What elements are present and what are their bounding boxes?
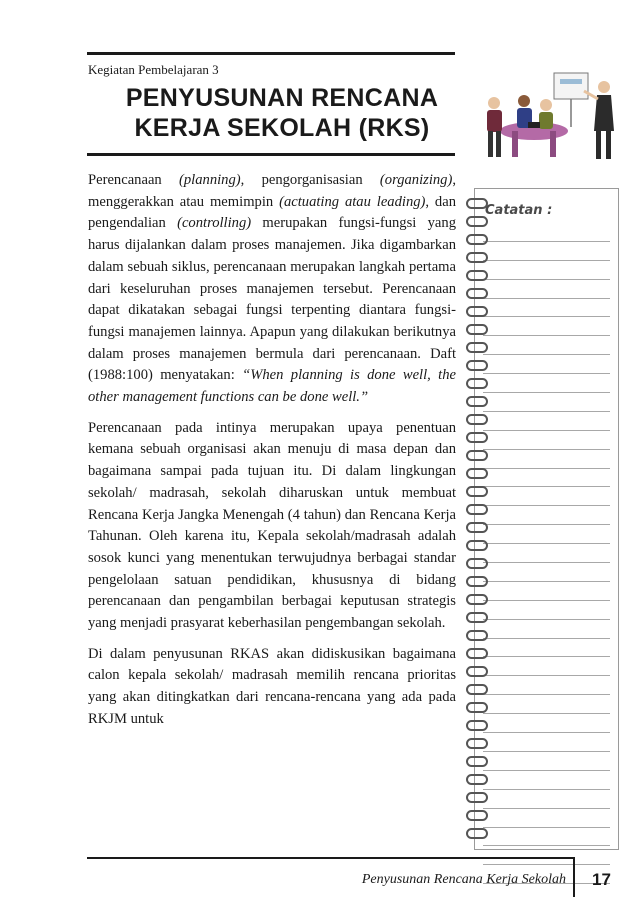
note-line	[483, 374, 610, 393]
spiral-ring	[466, 828, 488, 839]
note-line	[483, 469, 610, 488]
header-top-rule	[87, 52, 455, 55]
note-line	[483, 242, 610, 261]
meeting-illustration	[472, 65, 622, 170]
body-text	[88, 170, 456, 740]
notes-label: Catatan :	[485, 203, 553, 218]
spiral-ring	[466, 198, 488, 209]
page-number: 17	[592, 870, 611, 889]
note-line	[483, 828, 610, 847]
p1-text: merupakan fungsi-fungsi yang harus dijalankan dalam proses manajemen. Jika digambarkan dalam sebuah siklus, perencanaan merupakan langkah pertama dari keseluruhan proses manajemen tersebut. Perencanaan dapat dikatakan sebagai fungsi terpenting diantara fungsi-fungsi manajemen lainnya. Apapun yang dilakukan berikutnya dalam proses manajemen bermula dari perencanaan. Daft (1988:100) menyatakan:	[88, 215, 456, 384]
note-line	[483, 676, 610, 695]
note-line	[483, 752, 610, 771]
note-line	[483, 299, 610, 318]
note-line	[483, 487, 610, 506]
spiral-ring	[466, 576, 488, 587]
note-line	[483, 657, 610, 676]
spiral-ring	[466, 702, 488, 713]
spiral-ring	[466, 630, 488, 641]
note-line	[483, 506, 610, 525]
spiral-ring	[466, 810, 488, 821]
spiral-ring	[466, 306, 488, 317]
p1-text: , pengorganisasian	[240, 172, 380, 188]
p1-text: Perencanaan	[88, 172, 180, 188]
page-title-line-2: KERJA SEKOLAH (RKS)	[134, 114, 430, 142]
p1-quote: “When planning is done well, the other management functions can be done well.”	[88, 367, 456, 406]
spiral-ring	[466, 540, 488, 551]
spiral-ring	[466, 648, 488, 659]
spiral-ring	[466, 288, 488, 299]
note-line	[483, 431, 610, 450]
note-line	[483, 601, 610, 620]
header-bottom-rule	[87, 153, 455, 156]
note-line	[483, 525, 610, 544]
p1-term-controlling: (controlling)	[177, 215, 252, 232]
p1-term-planning: (planning)	[179, 172, 241, 188]
p1-term-organizing: (organizing)	[379, 172, 453, 188]
spiral-ring	[466, 504, 488, 515]
spiral-ring	[466, 432, 488, 443]
p1-text: , dan pengendalian	[88, 193, 457, 232]
note-line	[483, 261, 610, 280]
note-line	[483, 355, 610, 374]
spiral-ring	[466, 450, 488, 461]
note-line	[483, 223, 610, 242]
spiral-ring	[466, 558, 488, 569]
spiral-ring	[466, 378, 488, 389]
note-line	[483, 336, 610, 355]
spiral-ring	[466, 252, 488, 263]
footer-divider	[573, 857, 575, 897]
note-line	[483, 544, 610, 563]
spiral-ring	[466, 324, 488, 335]
spiral-ring	[466, 342, 488, 353]
spiral-ring	[466, 414, 488, 425]
note-line	[483, 450, 610, 469]
paragraph-1	[88, 170, 456, 409]
paragraph-3: Di dalam penyusunan RKAS akan didiskusikan bagaimana calon kepala sekolah/ madrasah memilih rencana prioritas yang akan ditingkatkan dari rencana-rencana yang ada pada RKJM untuk	[88, 645, 456, 727]
chapter-kicker: Kegiatan Pembelajaran 3	[88, 62, 219, 77]
spiral-ring	[466, 234, 488, 245]
spiral-ring	[466, 612, 488, 623]
note-line	[483, 620, 610, 639]
note-line	[483, 790, 610, 809]
page-title	[110, 83, 454, 143]
spiral-ring	[466, 720, 488, 731]
note-line	[483, 280, 610, 299]
note-line	[483, 563, 610, 582]
note-line	[483, 393, 610, 412]
spiral-ring	[466, 360, 488, 371]
spiral-ring	[466, 216, 488, 227]
spiral-ring	[466, 756, 488, 767]
spiral-ring	[466, 738, 488, 749]
notes-spiral-binding	[464, 188, 488, 848]
spiral-ring	[466, 774, 488, 785]
p1-text: , menggerakkan atau memimpin	[88, 172, 456, 210]
running-title: Penyusunan Rencana Kerja Sekolah	[361, 872, 566, 887]
note-line	[483, 695, 610, 714]
note-line	[483, 809, 610, 828]
note-line	[483, 582, 610, 601]
spiral-ring	[466, 666, 488, 677]
spiral-ring	[466, 468, 488, 479]
notes-panel	[474, 188, 619, 850]
paragraph-2: Perencanaan pada intinya merupakan upaya penentuan kemana sebuah organisasi akan menuju di masa depan dan bagaimana sampai pada tujuan itu. Di dalam lingkungan sekolah/ madrasah, sekolah diharuskan untuk membuat Rencana Kerja Jangka Menengah (4 tahun) dan Rencana Kerja Tahunan. Oleh karena itu, Kepala sekolah/madrasah adalah sosok kunci yang menentukan terwujudnya berbagai standar pengelolaan satuan pendidikan, khususnya di bidang perencanaan dan pengambilan berbagai keputusan strategis yang menjadi prasyarat keberhasilan pengembangan sekolah.	[88, 419, 456, 632]
note-line	[483, 639, 610, 658]
spiral-ring	[466, 522, 488, 533]
page-title-line-1: PENYUSUNAN RENCANA	[125, 84, 439, 112]
note-line	[483, 733, 610, 752]
spiral-ring	[466, 792, 488, 803]
note-line	[483, 846, 610, 865]
spiral-ring	[466, 684, 488, 695]
note-line	[483, 771, 610, 790]
p1-term-actuating: (actuating atau leading)	[279, 193, 426, 210]
note-line	[483, 317, 610, 336]
spiral-ring	[466, 396, 488, 407]
note-line	[483, 412, 610, 431]
spiral-ring	[466, 594, 488, 605]
notes-lines	[483, 223, 610, 841]
note-line	[483, 714, 610, 733]
footer-rule	[87, 857, 575, 859]
spiral-ring	[466, 486, 488, 497]
spiral-ring	[466, 270, 488, 281]
